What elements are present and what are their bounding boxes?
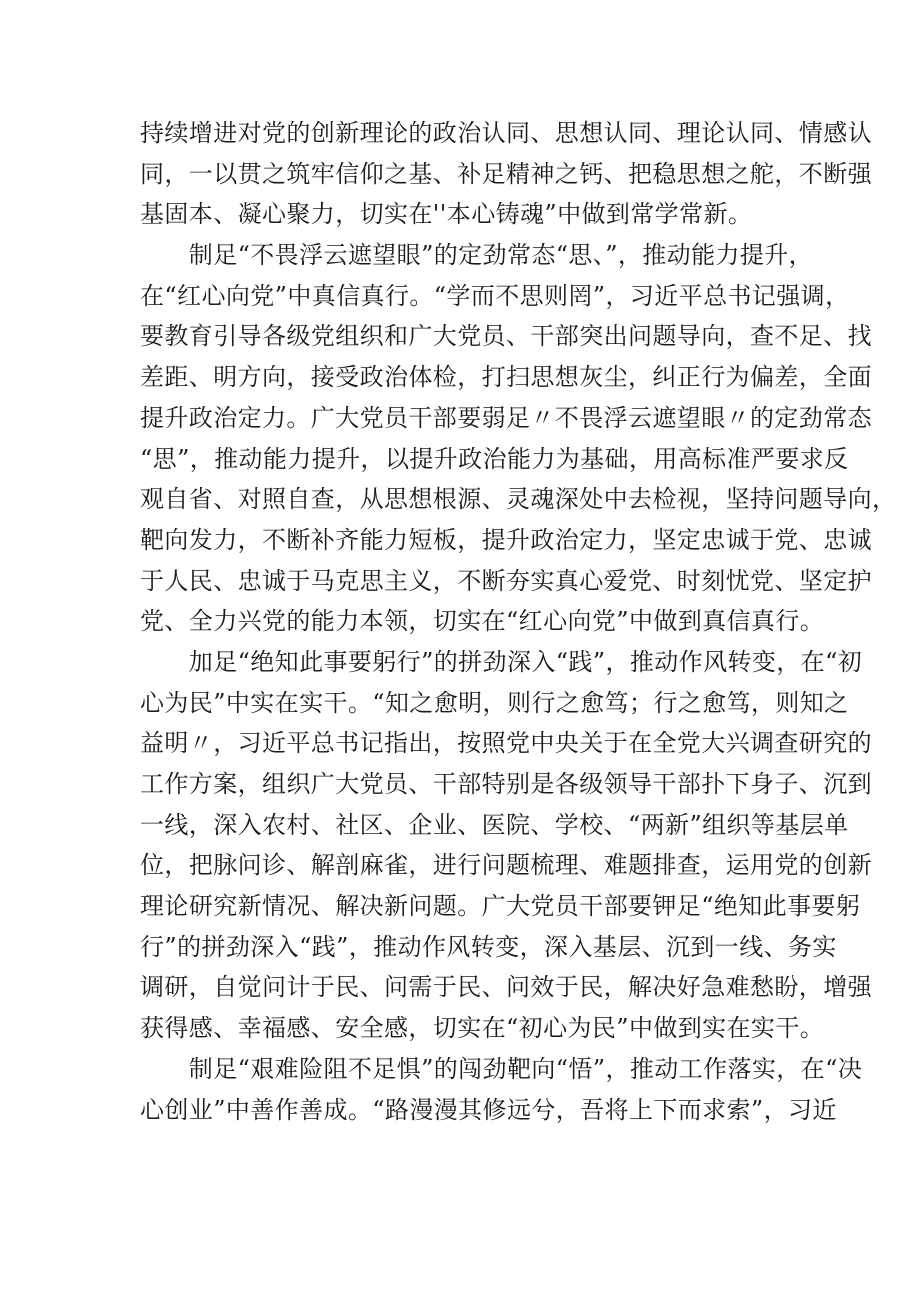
- text-line-1: 持续增进对党的创新理论的政治认同、思想认同、理论认同、情感认: [140, 119, 872, 147]
- document-body: [140, 113, 897, 1130]
- text-line-21: 行”的拼劲深入“践”，推动作风转变，深入基层、沉到一线、务实: [140, 932, 837, 961]
- text-line-2: 同，一以贯之筑牢信仰之基、补足精神之钙、把稳思想之舵，不断强: [140, 159, 872, 188]
- text-line-4: 制足“不畏浮云遮望眼”的定劲常态“思、”，推动能力提升，: [140, 241, 814, 270]
- text-line-20: 理论研究新情况、解决新问题。广大党员干部要钾足“绝知此事要躬: [140, 892, 861, 921]
- text-line-9: “思”，推动能力提升，以提升政治能力为基础，用高标准严要求反: [140, 444, 849, 473]
- text-line-18: 一线，深入农村、社区、企业、医院、学校、“两新”组织等基层单: [140, 810, 849, 839]
- text-line-22: 调研，自觉问计于民、问需于民、问效于民，解决好急难愁盼，增强: [140, 973, 872, 1002]
- text-line-15: 心为民”中实在实干。“知之愈明，则行之愈笃；行之愈笃，则知之: [140, 688, 849, 717]
- text-line-8: 提升政治定力。广大党员干部要弱足〃不畏浮云遮望眼〃的定劲常态: [140, 403, 872, 432]
- text-line-23: 获得感、幸福感、安全感，切实在“初心为民”中做到实在实干。: [140, 1014, 825, 1043]
- text-line-13: 党、全力兴党的能力本领，切实在“红心向党”中做到真信真行。: [140, 607, 825, 636]
- text-line-14: 加足“绝知此事要躬行”的拼劲深入“践”，推动作风转变，在“初: [140, 647, 863, 676]
- text-line-5: 在“红心向党”中真信真行。“学而不思则罔”，习近平总书记强调，: [140, 281, 850, 310]
- text-line-10: 观自省、对照自查，从思想根源、灵魂深处中去检视，坚持问题导向，: [140, 485, 897, 514]
- text-line-24: 制足“艰难险阻不足惧”的闯劲靶向“悟”，推动工作落实，在“决: [140, 1054, 863, 1083]
- text-line-16: 益明〃，习近平总书记指出，按照党中央关于在全党大兴调查研究的: [140, 729, 872, 758]
- text-line-11: 靶向发力，不断补齐能力短板，提升政治定力，坚定忠诚于党、忠诚: [140, 525, 872, 554]
- text-line-12: 于人民、忠诚于马克思主义，不断夯实真心爱党、时刻忧党、坚定护: [140, 566, 872, 595]
- text-line-6: 要教育引导各级党组织和广大党员、干部突出问题导向，查不足、找: [140, 322, 872, 351]
- text-line-19: 位，把脉问诊、解剖麻雀，进行问题梳理、难题排查，运用党的创新: [140, 851, 872, 880]
- text-line-3: 基固本、凝心聚力，切实在''本心铸魂”中做到常学常新。: [140, 200, 753, 229]
- text-line-7: 差距、明方向，接受政治体检，打扫思想灰尘，纠正行为偏差，全面: [140, 363, 872, 392]
- text-line-17: 工作方案，组织广大党员、干部特别是各级领导干部扑下身子、沉到: [140, 770, 872, 798]
- text-line-25: 心创业”中善作善成。“路漫漫其修远兮，吾将上下而求索”，习近: [140, 1095, 837, 1124]
